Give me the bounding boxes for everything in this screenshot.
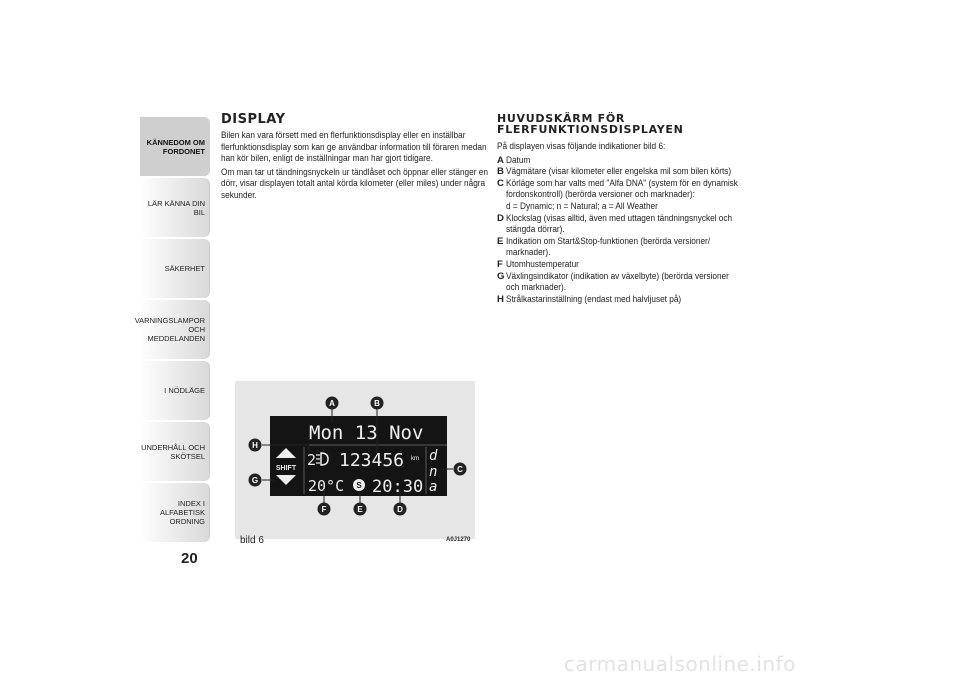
display-figure xyxy=(235,381,475,539)
callout-e xyxy=(354,503,367,516)
list-item: A Datum xyxy=(497,154,531,166)
tab-i-nodlage[interactable]: I NÖDLÄGE xyxy=(140,361,210,420)
list-item: F Utomhustemperatur xyxy=(497,258,579,270)
lcd-temperature: 20°C xyxy=(308,477,345,495)
list-item: B Vägmätare (visar kilometer eller engelska mil som bilen körts) xyxy=(497,166,732,178)
display-section xyxy=(221,113,491,202)
svg-text:D: D xyxy=(397,505,403,514)
indicator-list xyxy=(497,155,782,306)
tab-underhall-och-skotsel[interactable]: UNDERHÅLL OCH SKÖTSEL xyxy=(140,422,210,481)
lcd-date: Mon 13 Nov xyxy=(309,422,424,444)
start-stop-symbol: S xyxy=(356,481,362,490)
callout-g xyxy=(249,474,262,487)
svg-text:F: F xyxy=(321,505,327,514)
section-title-line1: HUVUDSKÄRM FÖR xyxy=(497,112,626,125)
svg-text:A: A xyxy=(329,399,335,408)
paragraph: Om man tar ut tändningsnyckeln ur tändlåset och öppnar eller stänger en dörr, visar displayen totalt antal körda kilometer (eller miles) under några sekunder. xyxy=(221,166,488,201)
chapter-sidebar xyxy=(134,117,210,544)
figure-caption: bild 6 xyxy=(240,535,264,546)
list-item: E Indikation om Start&Stop-funktionen (berörda versioner/ marknader). xyxy=(497,235,711,259)
tab-sakerhet[interactable]: SÄKERHET xyxy=(140,239,210,298)
main-screen-section xyxy=(497,113,782,305)
section-title: DISPLAY xyxy=(221,112,286,127)
lcd-odometer: 123456 xyxy=(339,450,405,471)
mode-n: n xyxy=(429,464,438,480)
svg-text:B: B xyxy=(374,399,380,408)
paragraph: Bilen kan vara försett med en flerfunktionsdisplay eller en inställbar flerfunktionsdisplay som kan ge användbar information till föraren medan han kör bilen, enligt de inställningar man har gjort tidigare. xyxy=(221,130,487,165)
page-number: 20 xyxy=(181,550,198,567)
svg-text:G: G xyxy=(251,476,259,485)
list-item: C Körläge som har valts med "Alfa DNA" (system för en dynamisk fordonskontroll) (berörda versioner och marknader): d = Dynamic; n = Natural; a = All Weather xyxy=(497,177,738,212)
callout-d xyxy=(394,503,407,516)
section-title-line2: FLERFUNKTIONSDISPLAYEN xyxy=(497,123,684,136)
svg-text:C: C xyxy=(457,465,463,474)
tab-kannedom-om-fordonet[interactable]: KÄNNEDOM OM FORDONET xyxy=(140,117,210,176)
callout-h xyxy=(249,439,262,452)
tab-index[interactable]: INDEX I ALFABETISK ORDNING xyxy=(140,483,210,542)
callout-b xyxy=(371,397,384,410)
lcd-clock: 20:30 xyxy=(372,477,424,497)
tab-lar-kanna-din-bil[interactable]: LÄR KÄNNA DIN BIL xyxy=(140,178,210,237)
svg-text:H: H xyxy=(252,441,258,450)
tab-varningslampor[interactable]: VARNINGSLAMPOR OCH MEDDELANDEN xyxy=(140,300,210,359)
footer-watermark: carmanualsonline.info xyxy=(564,652,796,676)
callout-f xyxy=(318,503,331,516)
mode-a: a xyxy=(429,479,438,495)
intro-text: På displayen visas följande indikationer bild 6: xyxy=(497,141,666,152)
list-item: D Klockslag (visas alltid, även med uttagen tändningsnyckel och stängda dörrar). xyxy=(497,212,733,236)
svg-text:E: E xyxy=(357,505,363,514)
list-item: H Strålkastarinställning (endast med halvljuset på) xyxy=(497,293,682,305)
lcd-unit: km xyxy=(411,456,419,462)
figure-code: A0J1270 xyxy=(446,537,471,543)
callout-a xyxy=(326,397,339,410)
headlight-level: 2 xyxy=(307,451,317,469)
list-item: G Växlingsindikator (indikation av växelbyte) (berörda versioner och marknader). xyxy=(497,270,729,294)
shift-label: SHIFT xyxy=(275,465,297,472)
mode-d: d xyxy=(429,448,438,464)
callout-c xyxy=(454,463,467,476)
